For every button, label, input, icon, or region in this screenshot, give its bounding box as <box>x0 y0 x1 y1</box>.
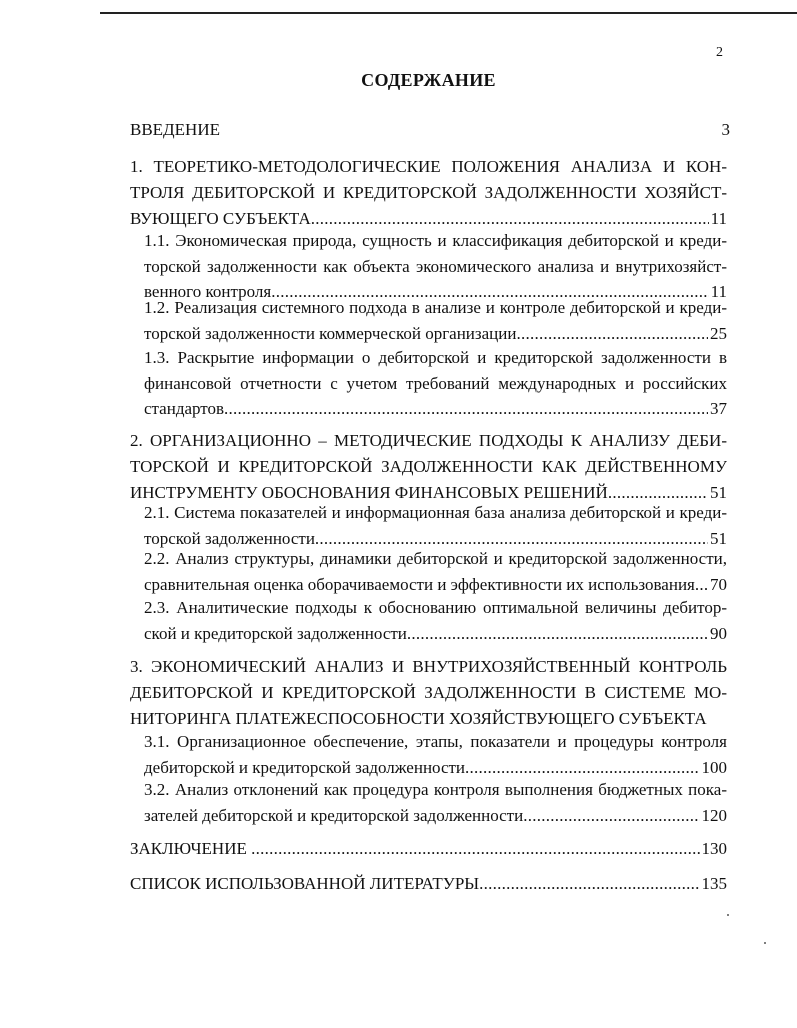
toc-entry-text: венного контроля <box>144 282 272 301</box>
toc-entry-text: сравнительная оценка оборачиваемости и эффективности их использования <box>144 574 695 594</box>
toc-entry-text: ВУЮЩЕГО СУБЪЕКТА <box>130 209 311 228</box>
toc-entry-line: 2.2. Анализ структуры, динамики дебиторской и кредиторской задолженности, <box>144 549 727 568</box>
dot-leader <box>695 572 708 598</box>
toc-entry-section-1-1 <box>144 228 727 305</box>
toc-entry-line: ДЕБИТОРСКОЙ И КРЕДИТОРСКОЙ ЗАДОЛЖЕННОСТИ В СИСТЕМЕ МО- <box>130 683 727 702</box>
toc-entry-conclusion <box>130 836 727 862</box>
toc-page-number: 90 <box>710 623 727 643</box>
toc-entry-line: 2.1. Система показателей и информационная база анализа дебиторской и креди- <box>144 503 727 522</box>
toc-entry-section-1-3 <box>144 345 727 422</box>
toc-entry-section-3-2 <box>144 777 727 828</box>
dot-leader <box>407 621 708 647</box>
toc-entry-section-2-1 <box>144 500 727 551</box>
toc-entry-line: ТОРСКОЙ И КРЕДИТОРСКОЙ ЗАДОЛЖЕННОСТИ КАК ДЕЙСТВЕННОМУ <box>130 457 727 476</box>
toc-entry-section-3-1 <box>144 729 727 780</box>
toc-page-number: 51 <box>710 483 727 502</box>
toc-entry-line: 3. ЭКОНОМИЧЕСКИЙ АНАЛИЗ И ВНУТРИХОЗЯЙСТВЕННЫЙ КОНТРОЛЬ <box>130 657 727 676</box>
dot-leader <box>224 396 708 422</box>
toc-page-number: 130 <box>701 839 727 858</box>
toc-entry-line: 2. ОРГАНИЗАЦИОННО – МЕТОДИЧЕСКИЕ ПОДХОДЫ К АНАЛИЗУ ДЕБИ- <box>130 431 727 450</box>
toc-entry-text: ЗАКЛЮЧЕНИЕ <box>130 839 252 858</box>
toc-page-number: 51 <box>710 528 727 548</box>
toc-page-number: 25 <box>710 323 727 343</box>
toc-page-number: 135 <box>701 874 727 893</box>
toc-entry-text: ИНСТРУМЕНТУ ОБОСНОВАНИЯ ФИНАНСОВЫХ РЕШЕНИЙ <box>130 483 608 502</box>
toc-page-number: 11 <box>710 282 727 301</box>
toc-entry-text: ской и кредиторской задолженности <box>144 623 407 643</box>
toc-page-number: 100 <box>701 757 727 777</box>
toc-entry-line: 1.2. Реализация системного подхода в анализе и контроле дебиторской и креди- <box>144 298 727 317</box>
toc-entry-line: 1. ТЕОРЕТИКО-МЕТОДОЛОГИЧЕСКИЕ ПОЛОЖЕНИЯ АНАЛИЗА И КОН- <box>130 157 727 176</box>
toc-entry-text: торской задолженности коммерческой организации <box>144 323 517 343</box>
toc-entry-section-1-2 <box>144 295 727 346</box>
toc-page-number: 120 <box>701 805 727 825</box>
toc-entry-text: стандартов <box>144 399 225 418</box>
toc-entry-introduction <box>130 117 730 143</box>
toc-entry-line: ТРОЛЯ ДЕБИТОРСКОЙ И КРЕДИТОРСКОЙ ЗАДОЛЖЕННОСТИ ХОЗЯЙСТ- <box>130 183 727 202</box>
toc-page-number: 37 <box>710 399 727 418</box>
toc-entry-line: торской задолженности как объекта экономического анализа и внутрихозяйст- <box>144 256 727 276</box>
dot-leader <box>251 836 699 862</box>
scan-speck <box>727 914 729 916</box>
toc-page-number: 70 <box>710 574 727 594</box>
toc-entry-text: дебиторской и кредиторской задолженности <box>144 757 466 777</box>
toc-entry-text: торской задолженности <box>144 528 315 548</box>
toc-entry-chapter-3 <box>130 654 727 732</box>
toc-entry-chapter-1 <box>130 154 727 232</box>
toc-entry-line: 1.3. Раскрытие информации о дебиторской и кредиторской задолженности в <box>144 348 727 367</box>
toc-entry-text: СПИСОК ИСПОЛЬЗОВАННОЙ ЛИТЕРАТУРЫ <box>130 874 480 893</box>
toc-entry-section-2-3 <box>144 595 727 646</box>
dot-leader <box>523 803 699 829</box>
toc-entry-text: ВВЕДЕНИЕ <box>130 120 220 139</box>
toc-entry-references <box>130 871 727 897</box>
toc-entry-text: зателей дебиторской и кредиторской задолженности <box>144 805 524 825</box>
toc-entry-line: 3.1. Организационное обеспечение, этапы, показатели и процедуры контроля <box>144 732 727 751</box>
toc-entry-section-2-2 <box>144 546 727 597</box>
toc-entry-line: финансовой отчетности с учетом требований международных и российских <box>144 373 727 393</box>
toc-page-number: 3 <box>721 120 730 139</box>
dot-leader <box>479 871 699 897</box>
scan-speck <box>764 942 766 944</box>
toc-entry-line: 3.2. Анализ отклонений как процедура контроля выполнения бюджетных пока- <box>144 780 727 799</box>
toc-entry-text: НИТОРИНГА ПЛАТЕЖЕСПОСОБНОСТИ ХОЗЯЙСТВУЮЩЕГО СУБЪЕКТА <box>130 709 707 728</box>
dot-leader <box>516 321 708 347</box>
toc-title: СОДЕРЖАНИЕ <box>361 70 496 90</box>
toc-entry-chapter-2 <box>130 428 727 506</box>
toc-page-number: 11 <box>710 209 727 228</box>
toc-entry-line: 2.3. Аналитические подходы к обоснованию оптимальной величины дебитор- <box>144 598 727 617</box>
toc-entry-line: 1.1. Экономическая природа, сущность и классификация дебиторской и креди- <box>144 231 727 250</box>
page-number: 2 <box>716 45 723 60</box>
